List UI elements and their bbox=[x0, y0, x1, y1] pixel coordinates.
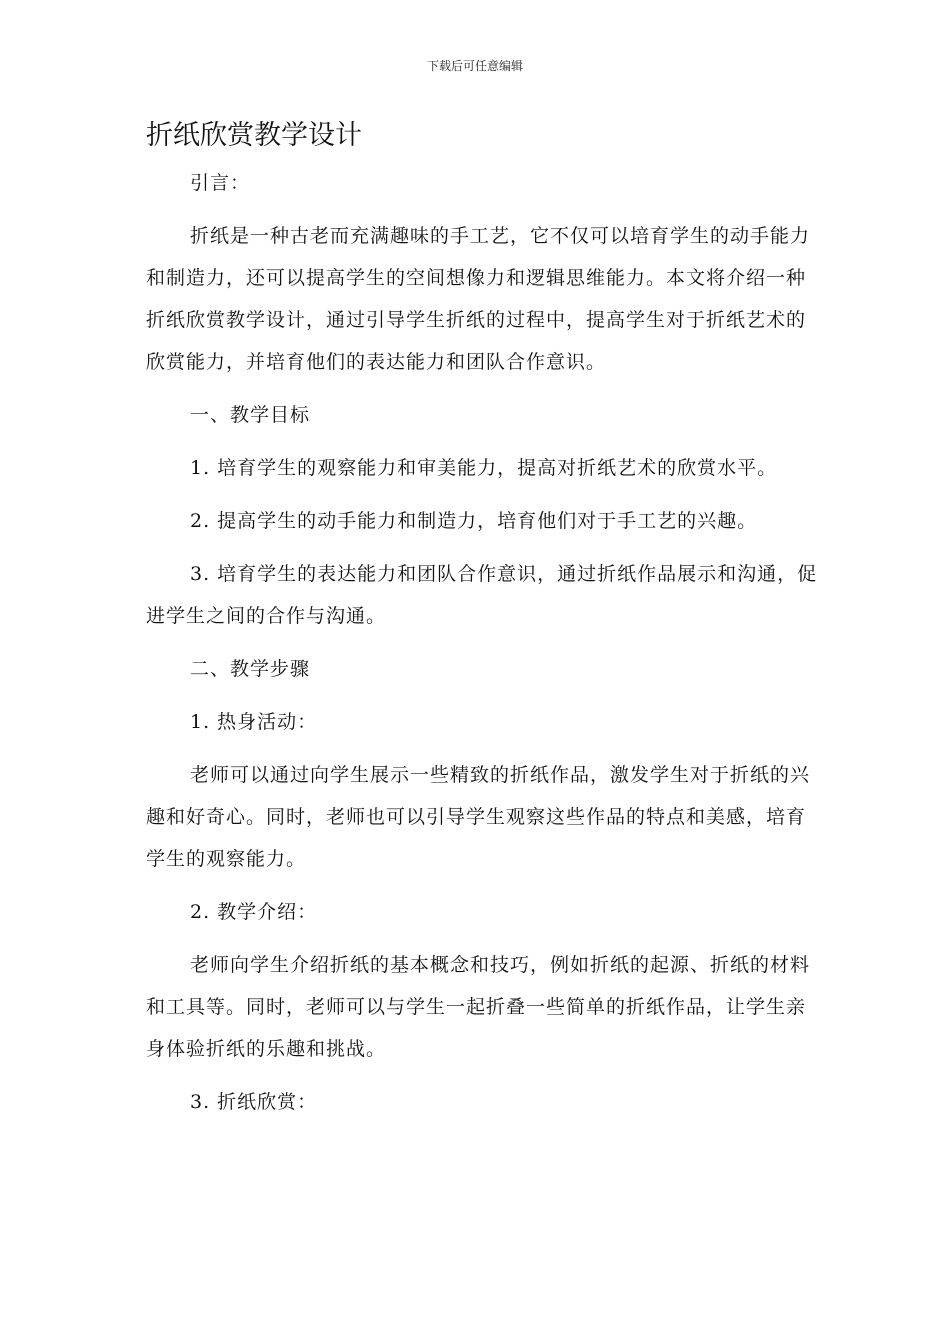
goal-item-3: 3. 培育学生的表达能力和团队合作意识，通过折纸作品展示和沟通，促进学生之间的合作与沟通。 bbox=[146, 563, 818, 627]
paragraph-intro-text: 折纸是一种古老而充满趣味的手工艺，它不仅可以培育学生的动手能力和制造力，还可以提高学生的空间想像力和逻辑思维能力。本文将介绍一种折纸欣赏教学设计，通过引导学生折纸的过程中，提高学生对于折纸艺术的欣赏能力，并培育他们的表达能力和团队合作意识。 bbox=[146, 225, 811, 373]
goal-item-1: 1. 培育学生的观察能力和审美能力，提高对折纸艺术的欣赏水平。 bbox=[190, 457, 778, 479]
document-title: 折纸欣赏教学设计 bbox=[146, 120, 362, 151]
goal-item-2: 2. 提高学生的动手能力和制造力，培育他们对于手工艺的兴趣。 bbox=[190, 510, 758, 532]
step-text-1: 老师可以通过向学生展示一些精致的折纸作品，激发学生对于折纸的兴趣和好奇心。同时，老师也可以引导学生观察这些作品的特点和美感，培育学生的观察能力。 bbox=[146, 764, 811, 870]
section-heading-goals: 一、教学目标 bbox=[190, 404, 311, 426]
paragraph-intro-heading: 引言： bbox=[190, 172, 251, 194]
step-heading-2: 2. 教学介绍： bbox=[190, 901, 318, 923]
document-body bbox=[146, 162, 818, 1134]
step-heading-1: 1. 热身活动： bbox=[190, 711, 318, 733]
step-heading-3: 3. 折纸欣赏： bbox=[190, 1091, 318, 1113]
section-heading-steps: 二、教学步骤 bbox=[190, 658, 311, 680]
step-text-2: 老师向学生介绍折纸的基本概念和技巧，例如折纸的起源、折纸的材料和工具等。同时，老师可以与学生一起折叠一些简单的折纸作品，让学生亲身体验折纸的乐趣和挑战。 bbox=[146, 954, 811, 1060]
page-header: 下载后可任意编辑 bbox=[426, 59, 523, 73]
